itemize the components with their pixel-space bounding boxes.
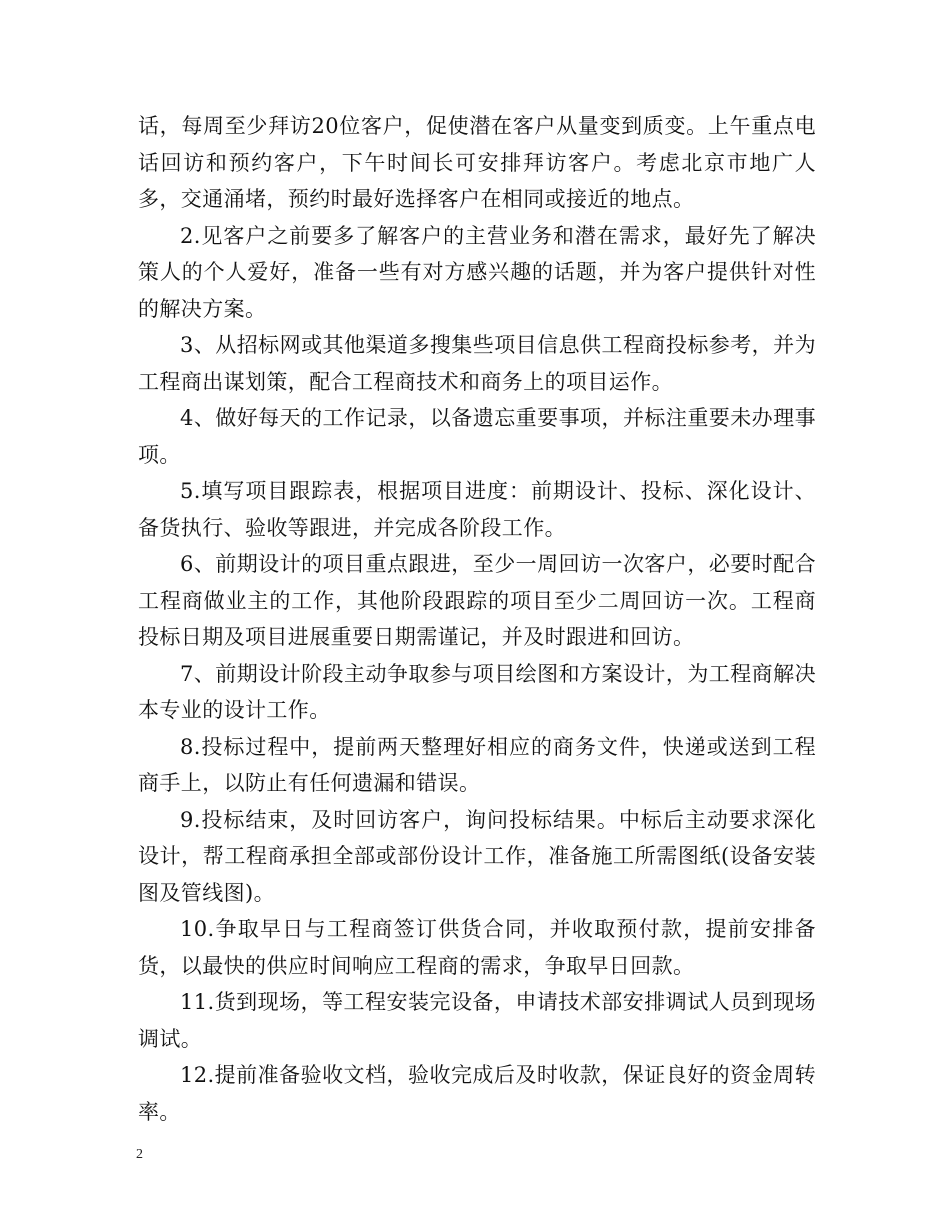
paragraph: 9.投标结束，及时回访客户，询问投标结果。中标后主动要求深化设计，帮工程商承担全部或部份设计工作，准备施工所需图纸(设备安装图及管线图)。 <box>138 807 816 905</box>
paragraph: 4、做好每天的工作记录，以备遗忘重要事项，并标注重要未办理事项。 <box>138 406 816 467</box>
paragraph: 8.投标过程中，提前两天整理好相应的商务文件，快递或送到工程商手上，以防止有任何遗漏和错误。 <box>138 734 816 795</box>
paragraph: 12.提前准备验收文档，验收完成后及时收款，保证良好的资金周转率。 <box>138 1063 816 1124</box>
page-number: 2 <box>136 1147 143 1162</box>
paragraph: 3、从招标网或其他渠道多搜集些项目信息供工程商投标参考，并为工程商出谋划策，配合工程商技术和商务上的项目运作。 <box>138 333 816 394</box>
paragraph: 11.货到现场，等工程安装完设备，申请技术部安排调试人员到现场调试。 <box>138 990 816 1051</box>
paragraph: 5.填写项目跟踪表，根据项目进度：前期设计、投标、深化设计、备货执行、验收等跟进，并完成各阶段工作。 <box>138 479 816 540</box>
paragraph: 2.见客户之前要多了解客户的主营业务和潜在需求，最好先了解决策人的个人爱好，准备一些有对方感兴趣的话题，并为客户提供针对性的解决方案。 <box>138 223 816 321</box>
paragraph: 7、前期设计阶段主动争取参与项目绘图和方案设计，为工程商解决本专业的设计工作。 <box>138 661 816 722</box>
paragraph: 话，每周至少拜访20位客户，促使潜在客户从量变到质变。上午重点电话回访和预约客户，下午时间长可安排拜访客户。考虑北京市地广人多，交通涌堵，预约时最好选择客户在相同或接近的地点。 <box>138 114 816 211</box>
paragraph: 10.争取早日与工程商签订供货合同，并收取预付款，提前安排备货，以最快的供应时间响应工程商的需求，争取早日回款。 <box>138 917 816 978</box>
paragraph: 6、前期设计的项目重点跟进，至少一周回访一次客户，必要时配合工程商做业主的工作，其他阶段跟踪的项目至少二周回访一次。工程商投标日期及项目进展重要日期需谨记，并及时跟进和回访。 <box>138 552 816 649</box>
document-body <box>138 108 816 1130</box>
